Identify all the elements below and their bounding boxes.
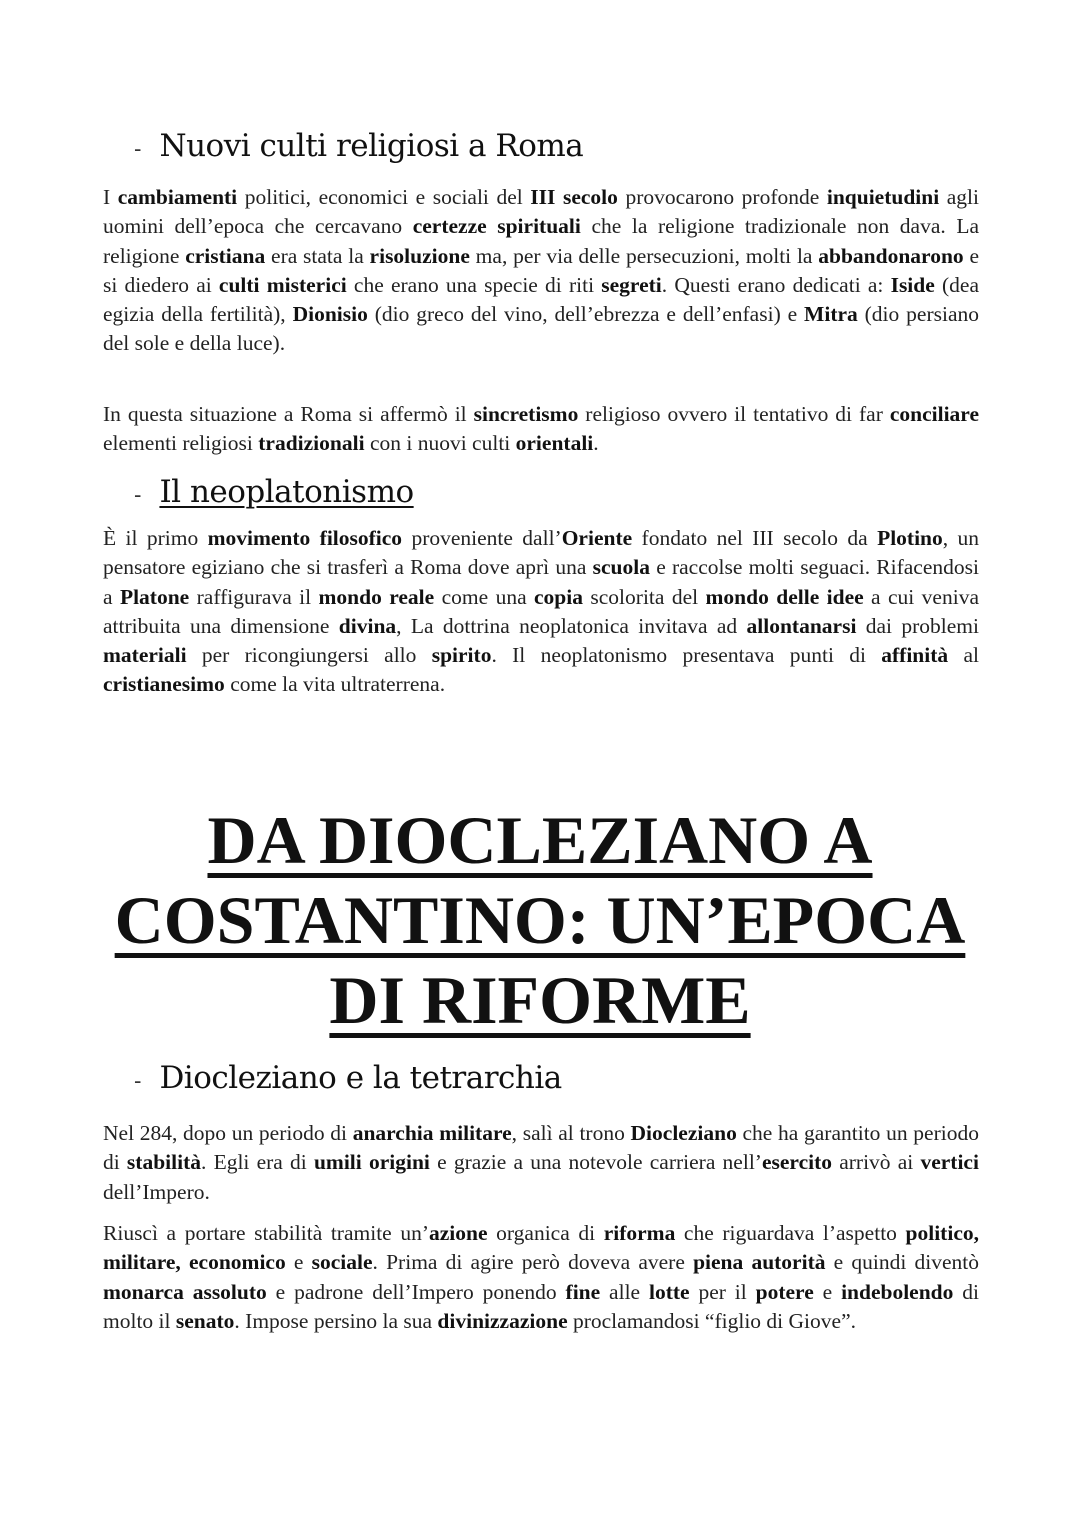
heading-text: Il neoplatonismo xyxy=(159,474,414,510)
heading-dash: - xyxy=(134,483,142,508)
heading-dash: - xyxy=(134,1069,142,1094)
bold-term: indebolendo xyxy=(841,1279,954,1304)
bold-term: stabilità xyxy=(126,1150,201,1175)
bold-term: abbandonarono xyxy=(818,243,964,268)
section-heading-diocleziano xyxy=(134,1060,562,1096)
chapter-title-line-1: DA DIOCLEZIANO A xyxy=(207,802,873,878)
chapter-title-line-2: COSTANTINO: UN’EPOCA xyxy=(114,882,966,958)
chapter-title-line-3: DI RIFORME xyxy=(329,962,751,1038)
bold-term: fine xyxy=(565,1279,601,1304)
bold-term: potere xyxy=(755,1279,814,1304)
section-heading-neoplatonismo xyxy=(134,474,414,510)
bold-term: sincretismo xyxy=(473,402,579,426)
bold-term: senato xyxy=(175,1308,235,1333)
heading-text: Nuovi culti religiosi a Roma xyxy=(159,128,584,164)
bold-term: affinità xyxy=(881,643,949,668)
heading-text: Diocleziano e la tetrarchia xyxy=(159,1060,562,1096)
bold-term: inquietudini xyxy=(826,185,940,209)
bold-term: Plotino xyxy=(877,526,943,550)
bold-term: risoluzione xyxy=(369,243,470,268)
bold-term: Oriente xyxy=(561,526,633,550)
bold-term: segreti xyxy=(601,272,662,297)
bold-term: monarca assoluto xyxy=(103,1279,267,1304)
paragraph-nuovi-culti-2: In questa situazione a Roma si affermò il sincretismo religioso ovvero il tentativo di far conciliare elementi religiosi tradizionali con i nuovi culti orientali. xyxy=(103,402,980,456)
bold-term: Platone xyxy=(119,584,190,609)
section-heading-nuovi-culti xyxy=(134,128,583,164)
bold-term: cristiana xyxy=(185,243,266,268)
bold-term: umili origini xyxy=(313,1150,430,1175)
bold-term: lotte xyxy=(648,1279,690,1304)
bold-term: cambiamenti xyxy=(117,185,238,209)
paragraph-diocleziano-2: Riuscì a portare stabilità tramite un’azione organica di riforma che riguardava l’aspetto politico, militare, economico e sociale. Prima di agire però doveva avere piena autorità e quindi diventò monarca assoluto e padrone dell’Impero ponendo fine alle lotte per il potere e indebolendo di molto il senato. Impose persino la sua divinizzazione proclamandosi “figlio di Giove”. xyxy=(103,1221,980,1333)
bold-term: Dionisio xyxy=(292,302,368,327)
bold-term: tradizionali xyxy=(258,431,365,456)
bold-term: divinizzazione xyxy=(437,1308,568,1333)
paragraph-diocleziano-1: Nel 284, dopo un periodo di anarchia militare, salì al trono Diocleziano che ha garantito un periodo di stabilità. Egli era di umili origini e grazie a una notevole carriera nell’esercito arrivò ai vertici dell’Impero. xyxy=(103,1121,979,1204)
bold-term: Mitra xyxy=(804,302,858,327)
bold-term: III secolo xyxy=(530,185,618,209)
bold-term: sociale xyxy=(311,1250,373,1275)
bold-term: mondo delle idee xyxy=(705,584,864,609)
bold-term: piena autorità xyxy=(693,1250,826,1275)
bold-term: Diocleziano xyxy=(630,1121,737,1145)
bold-term: cristianesimo xyxy=(103,672,225,697)
bold-term: allontanarsi xyxy=(746,613,857,638)
heading-dash: - xyxy=(134,137,142,162)
bold-term: azione xyxy=(429,1221,488,1245)
chapter-title xyxy=(90,800,990,1040)
bold-term: vertici xyxy=(920,1150,979,1175)
bold-term: riforma xyxy=(603,1221,676,1245)
bold-term: scuola xyxy=(592,555,650,580)
bold-term: culti misterici xyxy=(218,272,347,297)
paragraph-nuovi-culti-1: I cambiamenti politici, economici e sociali del III secolo provocarono profonde inquietudini agli uomini dell’epoca che cercavano certezze spirituali che la religione tradizionale non dava. La religione cristiana era stata la risoluzione ma, per via delle persecuzioni, molti la abbandonarono e si diedero ai culti misterici che erano una specie di riti segreti. Questi erano dedicati a: Iside (dea egizia della fertilità), Dionisio (dio greco del vino, dell’ebrezza e dell’enfasi) e Mitra (dio persiano del sole e della luce). xyxy=(103,185,980,356)
bold-term: certezze spirituali xyxy=(412,214,581,239)
bold-term: movimento filosofico xyxy=(207,526,403,550)
bold-term: materiali xyxy=(103,643,187,668)
bold-term: politico, militare, economico xyxy=(103,1221,979,1275)
paragraph-neoplatonismo: È il primo movimento filosofico proveniente dall’Oriente fondato nel III secolo da Plotino, un pensatore egiziano che si trasferì a Roma dove aprì una scuola e raccolse molti seguaci. Rifacendosi a Platone raffigurava il mondo reale come una copia scolorita del mondo delle idee a cui veniva attribuita una dimensione divina, La dottrina neoplatonica invitava ad allontanarsi dai problemi materiali per ricongiungersi allo spirito. Il neoplatonismo presentava punti di affinità al cristianesimo come la vita ultraterrena. xyxy=(103,526,980,697)
bold-term: orientali xyxy=(515,431,594,456)
bold-term: spirito xyxy=(431,643,492,668)
bold-term: anarchia militare xyxy=(352,1121,512,1145)
bold-term: mondo reale xyxy=(318,584,435,609)
bold-term: conciliare xyxy=(889,402,980,426)
bold-term: esercito xyxy=(761,1150,833,1175)
bold-term: divina xyxy=(338,613,397,638)
bold-term: Iside xyxy=(890,272,935,297)
bold-term: copia xyxy=(534,584,583,609)
